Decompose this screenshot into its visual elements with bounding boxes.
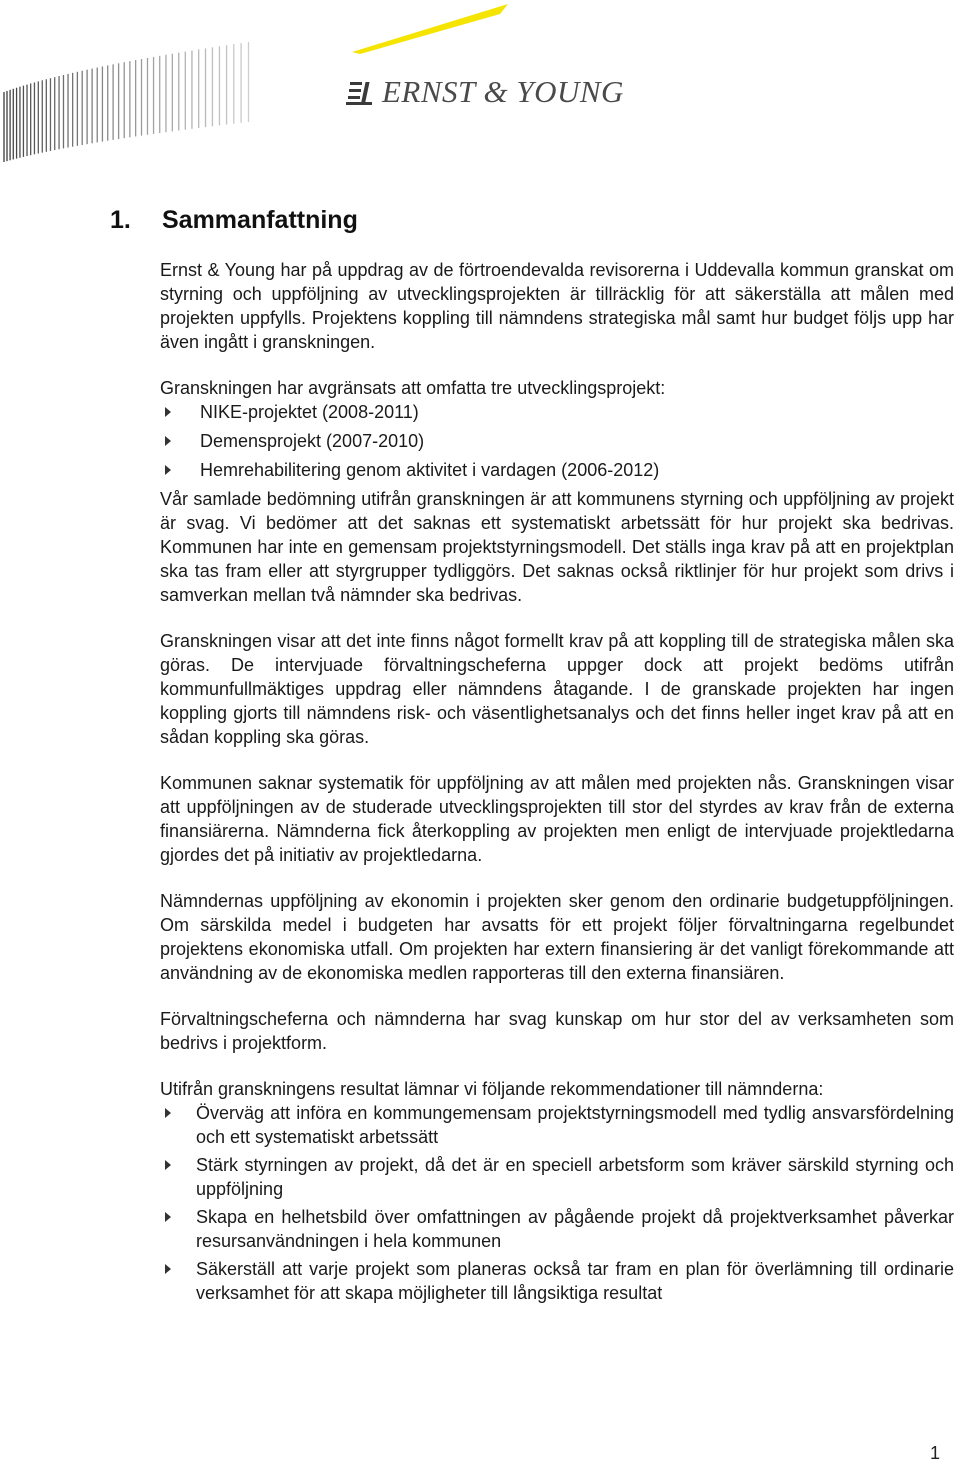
logo-yellow-swoosh: [352, 4, 508, 54]
scope-intro-paragraph: Granskningen har avgränsats att omfatta tre utvecklingsprojekt:: [160, 378, 666, 398]
recommendation-list: [160, 1101, 954, 1305]
page-number: 1: [929, 1443, 940, 1463]
list-item: Skapa en helhetsbild över omfattningen av pågående projekt då projektverksamhet påverkar resursanvändningen i hela kommunen: [160, 1205, 954, 1253]
list-item: Stärk styrningen av projekt, då det är en speciell arbetsform som kräver särskild styrning och uppföljning: [160, 1153, 954, 1201]
list-item: Hemrehabilitering genom aktivitet i vardagen (2006-2012): [160, 458, 954, 482]
knowledge-paragraph: Förvaltningscheferna och nämnderna har svag kunskap om hur stor del av verksamheten som bedrivs i projektform.: [160, 1009, 954, 1053]
strategic-goals-paragraph: Granskningen visar att det inte finns något formellt krav på att koppling till de strategiska målen ska göras. De intervjuade förvaltningscheferna uppger dock att projekt bedöms utifrån kommunfullmäktiges uppdrag eller nämndens åtagande. I de granskade projekten har ingen koppling gjorts till nämndens risk- och väsentlighetsanalys och det finns heller inget krav på att en sådan koppling ska göras.: [160, 631, 954, 747]
list-item: Säkerställ att varje projekt som planeras också tar fram en plan för överlämning till ordinarie verksamhet för att skapa möjligheter till långsiktiga resultat: [160, 1257, 954, 1305]
ernst-young-logo: [0, 0, 960, 180]
ey-logo-mark-icon: [346, 80, 380, 106]
economy-paragraph: Nämndernas uppföljning av ekonomin i projekten sker genom den ordinarie budgetuppföljningen. Om särskilda medel i budgeten har avsatts för ett projekt följer förvaltningarna regelbundet projektens ekonomiska utfall. Om projekten har extern finansiering är det vanligt förekommande att användning av de ekonomiska medlen rapporteras till den externa finansiären.: [160, 891, 954, 983]
list-item: Överväg att införa en kommungemensam projektstyrningsmodell med tydlig ansvarsfördelning och ett systematiskt arbetssätt: [160, 1101, 954, 1149]
list-item: NIKE-projektet (2008-2011): [160, 400, 954, 424]
bullet-arrow-icon: [165, 1212, 171, 1222]
assessment-paragraph: Vår samlade bedömning utifrån granskningen är att kommunens styrning och uppföljning av projekt är svag. Vi bedömer att det saknas ett systematiskt arbetssätt för hur projekt ska bedrivas. Kommunen har inte en gemensam projektstyrningsmodell. Det ställs inga krav på att en projektplan ska tas fram eller att styrgrupper tydliggörs. Det saknas också riktlinjer för hur projekt som drivs i samverkan mellan två nämnder ska bedrivas.: [160, 489, 954, 605]
bullet-arrow-icon: [165, 407, 171, 417]
section-heading: [110, 206, 358, 235]
project-list: [160, 400, 954, 482]
section-title: Sammanfattning: [162, 206, 358, 234]
summary-content: [160, 258, 954, 1309]
recommendations-intro: Utifrån granskningens resultat lämnar vi följande rekommendationer till nämnderna:: [160, 1079, 824, 1099]
bullet-arrow-icon: [165, 1160, 171, 1170]
follow-up-paragraph: Kommunen saknar systematik för uppföljning av att målen med projekten nås. Granskningen visar att uppföljningen av de studerade utvecklingsprojekten till stor del styrdes av krav från de externa finansiärerna. Nämnderna fick återkoppling av projekten men enligt de intervjuade projektledarna gjordes det på initiativ av projektledarna.: [160, 773, 954, 865]
section-number: 1.: [110, 206, 131, 234]
logo-brand-text: ERNST & YOUNG: [382, 74, 624, 109]
list-item: Demensprojekt (2007-2010): [160, 429, 954, 453]
bullet-arrow-icon: [165, 436, 171, 446]
intro-paragraph: Ernst & Young har på uppdrag av de förtroendevalda revisorerna i Uddevalla kommun granskat om styrning och uppföljning av utvecklingsprojekten är tillräcklig för att säkerställa att målen med projekten uppfylls. Projektens koppling till nämndens strategiska mål samt hur budget följs upp har även ingått i granskningen.: [160, 260, 954, 352]
bullet-arrow-icon: [165, 1108, 171, 1118]
bullet-arrow-icon: [165, 465, 171, 475]
bullet-arrow-icon: [165, 1264, 171, 1274]
